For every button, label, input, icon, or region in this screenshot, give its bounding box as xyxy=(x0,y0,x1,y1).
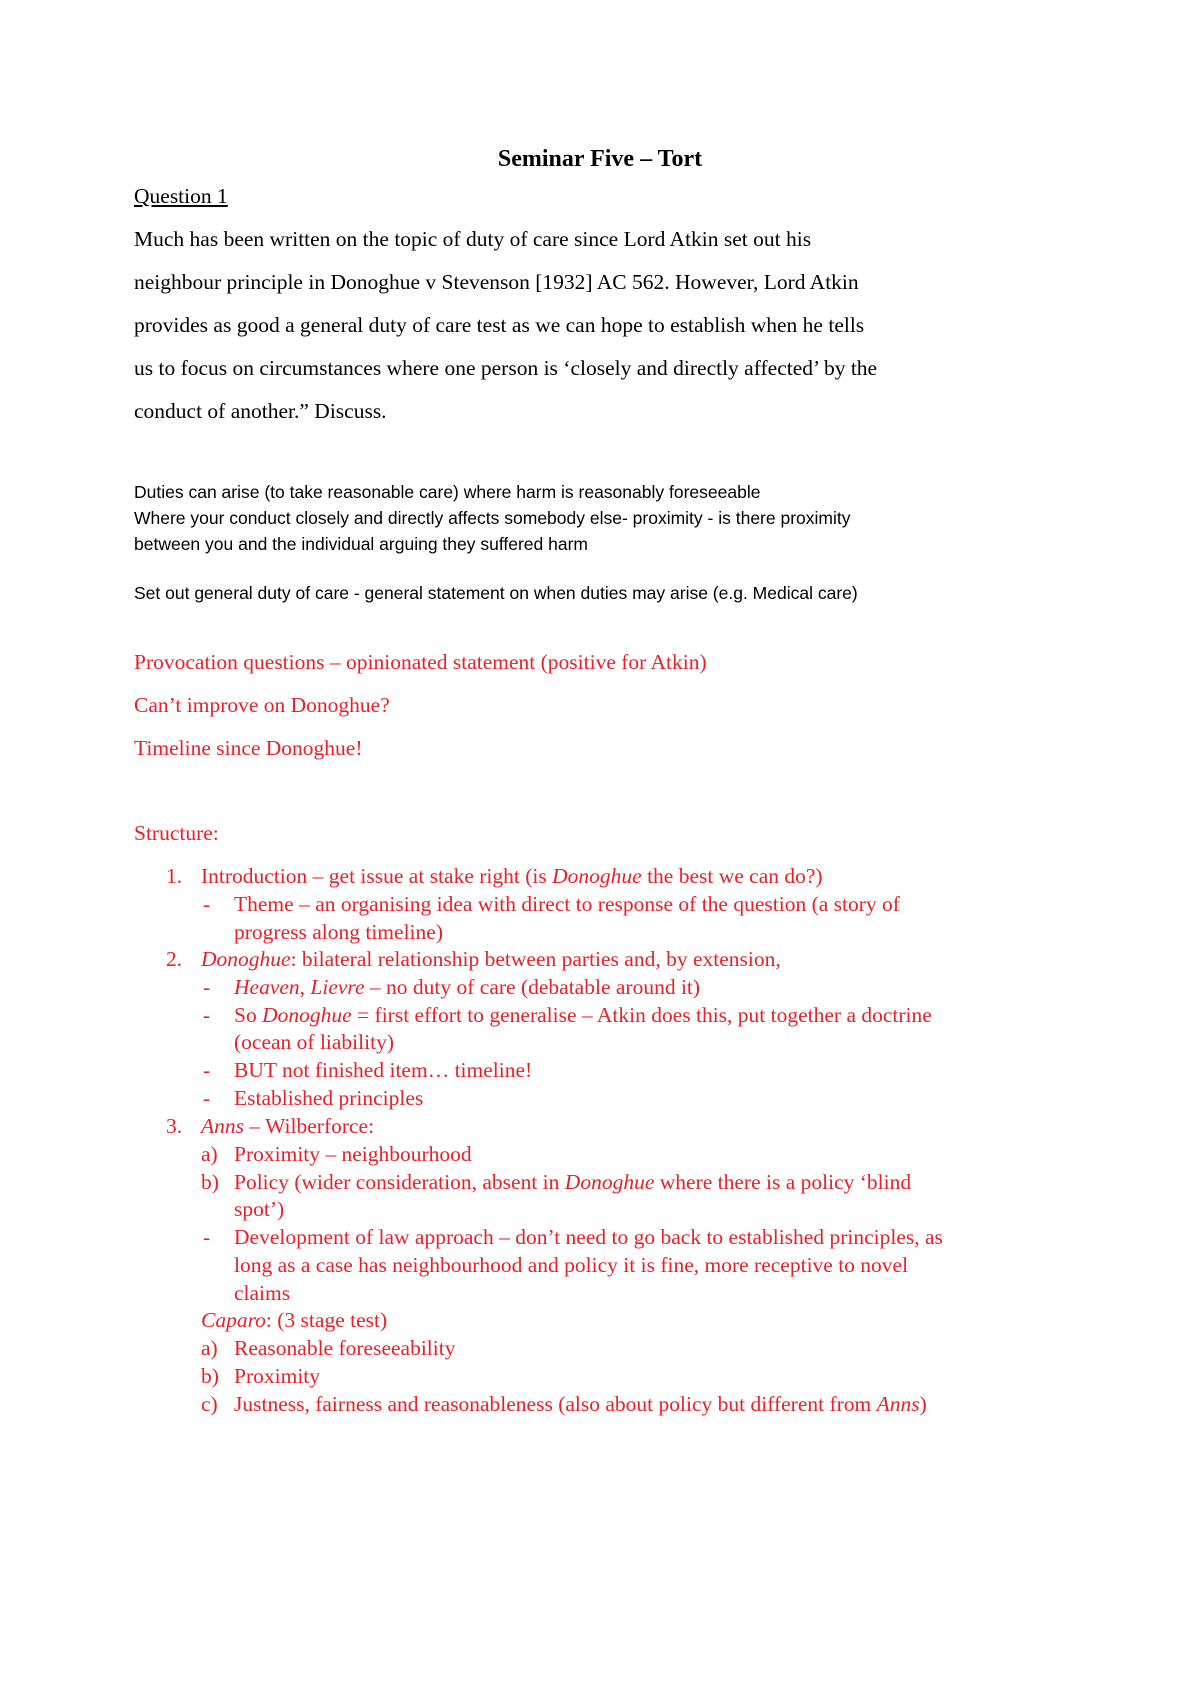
list-subitem: BUT not finished item… timeline! xyxy=(234,1058,533,1082)
dash-bullet: - xyxy=(203,1225,211,1249)
list-subitem: Heaven, Lievre – no duty of care (debatable around it) xyxy=(234,975,701,999)
list-number: 1. xyxy=(166,864,183,888)
red-note: Timeline since Donoghue! xyxy=(134,736,363,760)
list-subitem: (ocean of liability) xyxy=(234,1030,394,1054)
list-number: 2. xyxy=(166,947,183,971)
list-subitem: Reasonable foreseeability xyxy=(234,1336,456,1360)
list-letter: a) xyxy=(201,1336,218,1360)
dash-bullet: - xyxy=(203,1086,211,1110)
list-subitem: Policy (wider consideration, absent in Donoghue where there is a policy ‘blind xyxy=(234,1170,912,1194)
question-heading: Question 1 xyxy=(134,184,228,208)
dash-bullet: - xyxy=(203,892,211,916)
list-letter: b) xyxy=(201,1364,219,1388)
list-letter: a) xyxy=(201,1142,218,1166)
list-subitem: claims xyxy=(234,1281,291,1305)
question-line: neighbour principle in Donoghue v Stevenson [1932] AC 562. However, Lord Atkin xyxy=(134,270,859,294)
list-item: Donoghue: bilateral relationship between parties and, by extension, xyxy=(201,947,781,971)
list-subitem: Proximity – neighbourhood xyxy=(234,1142,472,1166)
caparo-heading: Caparo: (3 stage test) xyxy=(201,1308,388,1332)
list-subitem: So Donoghue = first effort to generalise – Atkin does this, put together a doctrine xyxy=(234,1003,932,1027)
note-line: Where your conduct closely and directly affects somebody else- proximity - is there proximity xyxy=(134,508,851,528)
list-subitem: progress along timeline) xyxy=(234,920,443,944)
question-line: provides as good a general duty of care test as we can hope to establish when he tells xyxy=(134,313,865,337)
dash-bullet: - xyxy=(203,975,211,999)
list-subitem: Proximity xyxy=(234,1364,321,1388)
list-subitem: long as a case has neighbourhood and policy it is fine, more receptive to novel xyxy=(234,1253,909,1277)
question-line: us to focus on circumstances where one person is ‘closely and directly affected’ by the xyxy=(134,356,878,380)
red-note: Can’t improve on Donoghue? xyxy=(134,693,390,717)
list-item: Introduction – get issue at stake right (is Donoghue the best we can do?) xyxy=(201,864,823,888)
list-number: 3. xyxy=(166,1114,183,1138)
question-line: Much has been written on the topic of duty of care since Lord Atkin set out his xyxy=(134,227,812,251)
list-item: Anns – Wilberforce: xyxy=(201,1114,375,1138)
red-note: Provocation questions – opinionated statement (positive for Atkin) xyxy=(134,650,707,674)
note-line: Set out general duty of care - general statement on when duties may arise (e.g. Medical care) xyxy=(134,583,858,603)
note-line: between you and the individual arguing they suffered harm xyxy=(134,534,589,554)
list-subitem: Established principles xyxy=(234,1086,424,1110)
list-subitem: Justness, fairness and reasonableness (also about policy but different from Anns) xyxy=(234,1392,927,1416)
note-line: Duties can arise (to take reasonable care) where harm is reasonably foreseeable xyxy=(134,482,761,502)
list-subitem: Development of law approach – don’t need to go back to established principles, as xyxy=(234,1225,943,1249)
list-subitem: Theme – an organising idea with direct to response of the question (a story of xyxy=(234,892,900,916)
dash-bullet: - xyxy=(203,1003,211,1027)
structure-heading: Structure: xyxy=(134,821,219,845)
dash-bullet: - xyxy=(203,1058,211,1082)
list-letter: c) xyxy=(201,1392,218,1416)
question-line: conduct of another.” Discuss. xyxy=(134,399,387,423)
list-subitem: spot’) xyxy=(234,1197,285,1221)
list-letter: b) xyxy=(201,1170,219,1194)
page-title: Seminar Five – Tort xyxy=(497,146,703,172)
